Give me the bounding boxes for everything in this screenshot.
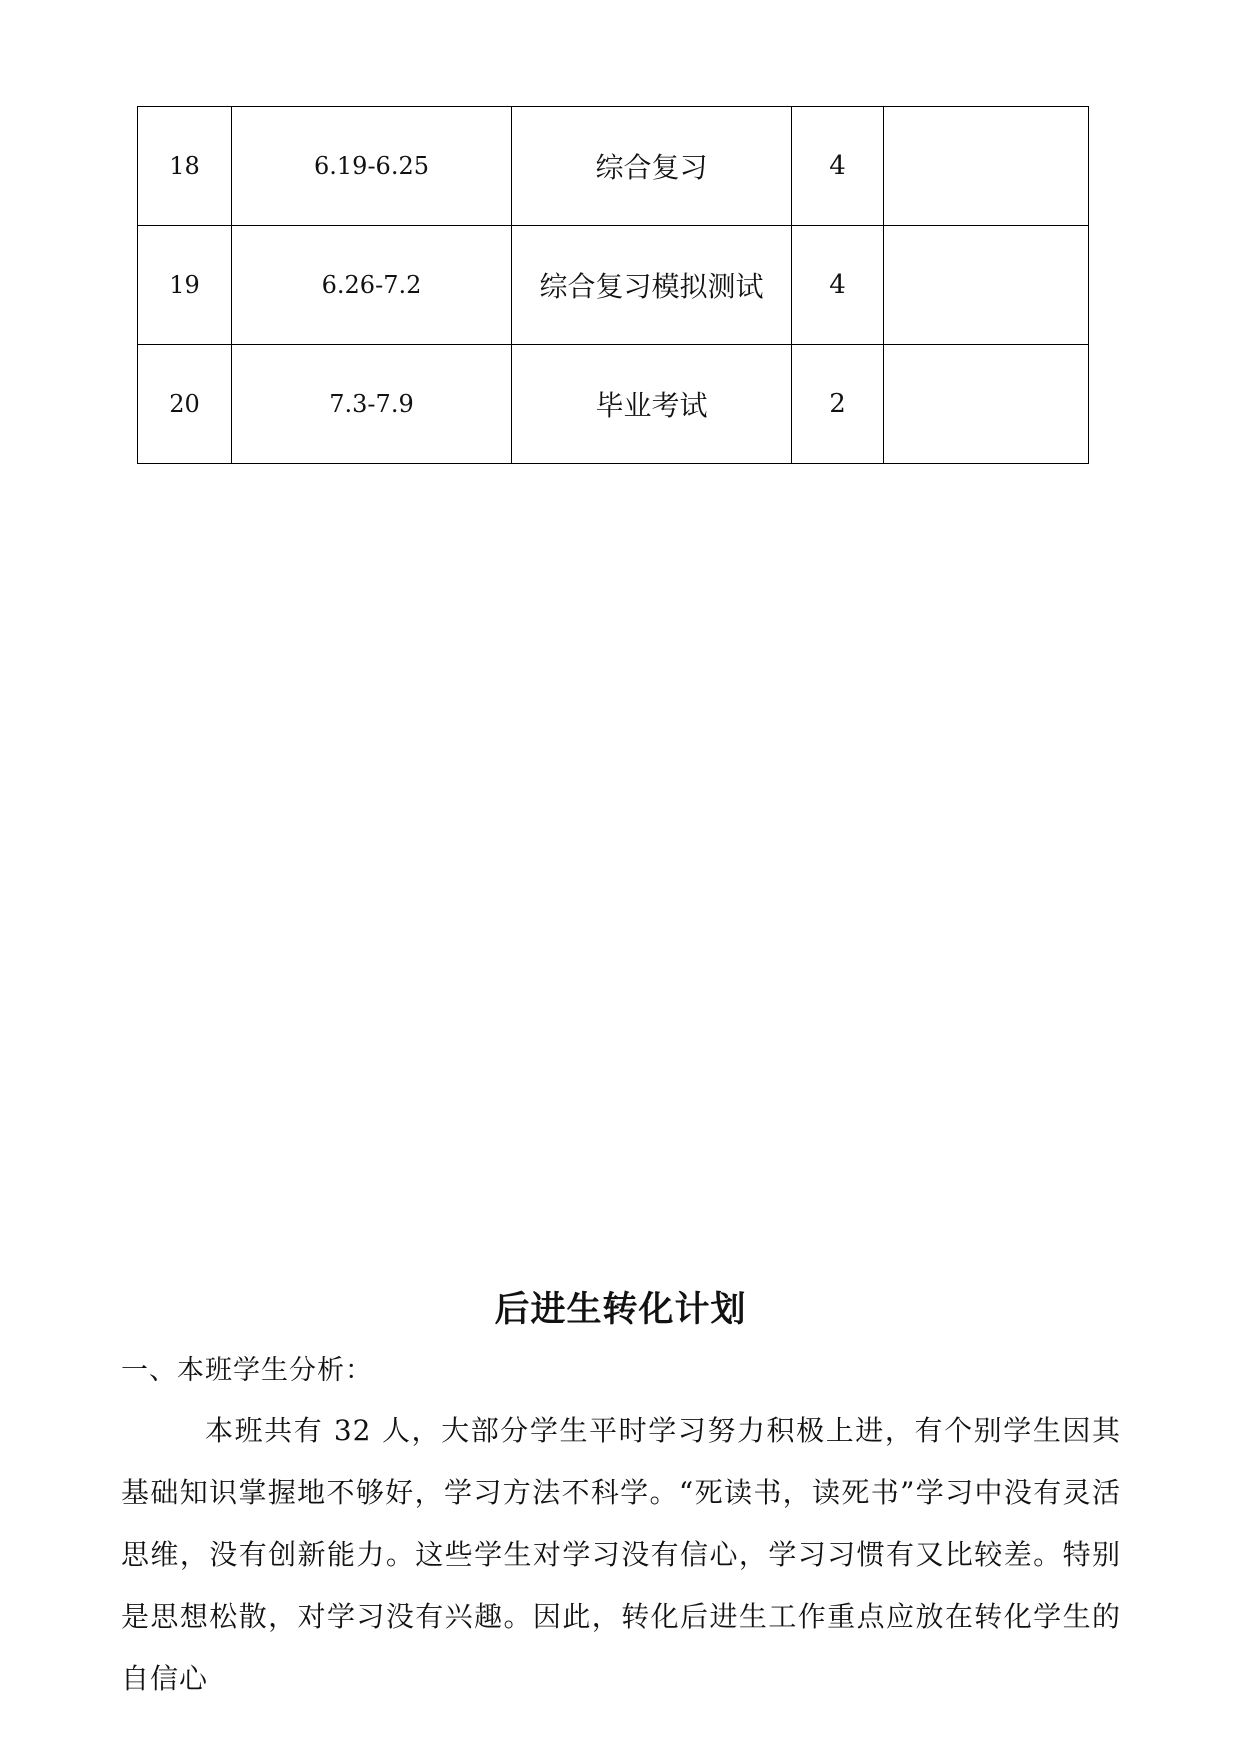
- date-range-cell: 6.19-6.25: [232, 107, 512, 226]
- note-cell: [884, 107, 1089, 226]
- section-heading: 一、本班学生分析：: [121, 1355, 373, 1386]
- table-row: [138, 226, 1089, 345]
- analysis-paragraph: 本班共有 32 人，大部分学生平时学习努力积极上进，有个别学生因其基础知识掌握地不够好，学习方法不科学。“死读书，读死书”学习中没有灵活思维，没有创新能力。这些学生对学习没有信心，学习习惯有又比较差。特别是思想松散，对学习没有兴趣。因此，转化后进生工作重点应放在转化学生的自信心: [121, 1414, 1121, 1695]
- week-cell: 18: [138, 107, 232, 226]
- hours-cell: 2: [792, 345, 884, 464]
- content-cell: 综合复习模拟测试: [512, 226, 792, 345]
- table-row: [138, 107, 1089, 226]
- date-range-cell: 6.26-7.2: [232, 226, 512, 345]
- section-title: 后进生转化计划: [494, 1290, 747, 1330]
- week-cell: 20: [138, 345, 232, 464]
- content-cell: 毕业考试: [512, 345, 792, 464]
- content-cell: 综合复习: [512, 107, 792, 226]
- date-range-cell: 7.3-7.9: [232, 345, 512, 464]
- hours-cell: 4: [792, 107, 884, 226]
- note-cell: [884, 345, 1089, 464]
- table-row: [138, 345, 1089, 464]
- hours-cell: 4: [792, 226, 884, 345]
- note-cell: [884, 226, 1089, 345]
- week-cell: 19: [138, 226, 232, 345]
- schedule-table: [137, 106, 1089, 464]
